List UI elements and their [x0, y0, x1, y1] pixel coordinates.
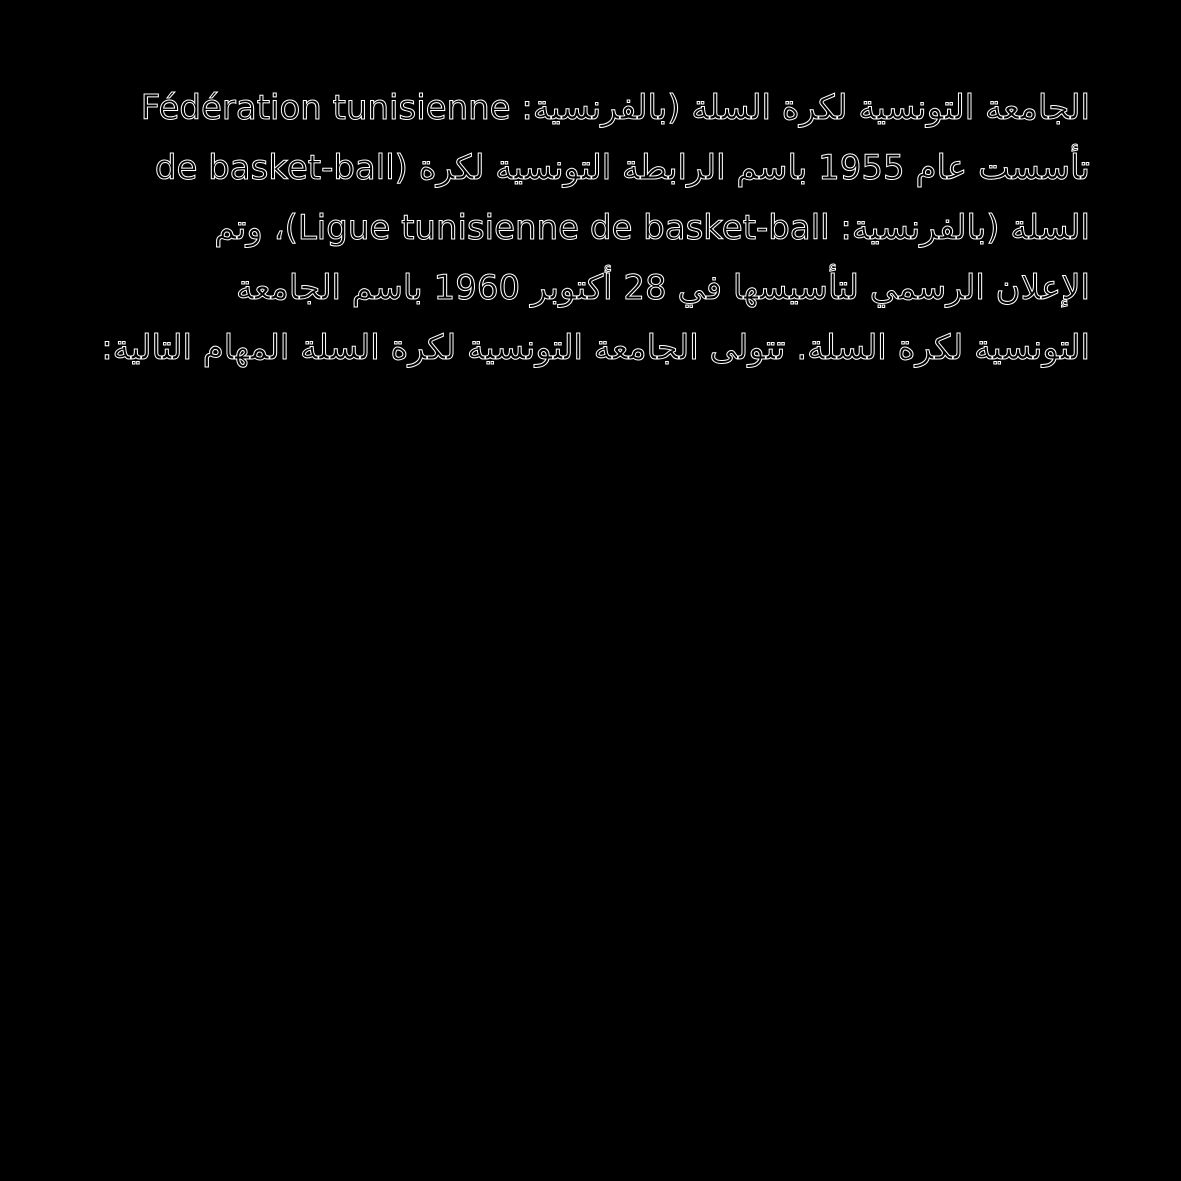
- paragraph-line-2: de basket-ball) تأسست عام 1955 باسم الرابطة التونسية لكرة: [154, 148, 1090, 188]
- paragraph-line-5: التونسية لكرة السلة. تتولى الجامعة التونسية لكرة السلة المهام التالية:: [101, 328, 1090, 368]
- paragraph-line-3: السلة (بالفرنسية: Ligue tunisienne de basket-ball)، وتم: [214, 208, 1090, 248]
- paragraph-line-1: الجامعة التونسية لكرة السلة (بالفرنسية: Fédération tunisienne: [140, 88, 1090, 128]
- article-paragraph: [100, 78, 1090, 378]
- paragraph-line-4: الإعلان الرسمي لتأسيسها في 28 أكتوبر 1960 باسم الجامعة: [236, 268, 1090, 308]
